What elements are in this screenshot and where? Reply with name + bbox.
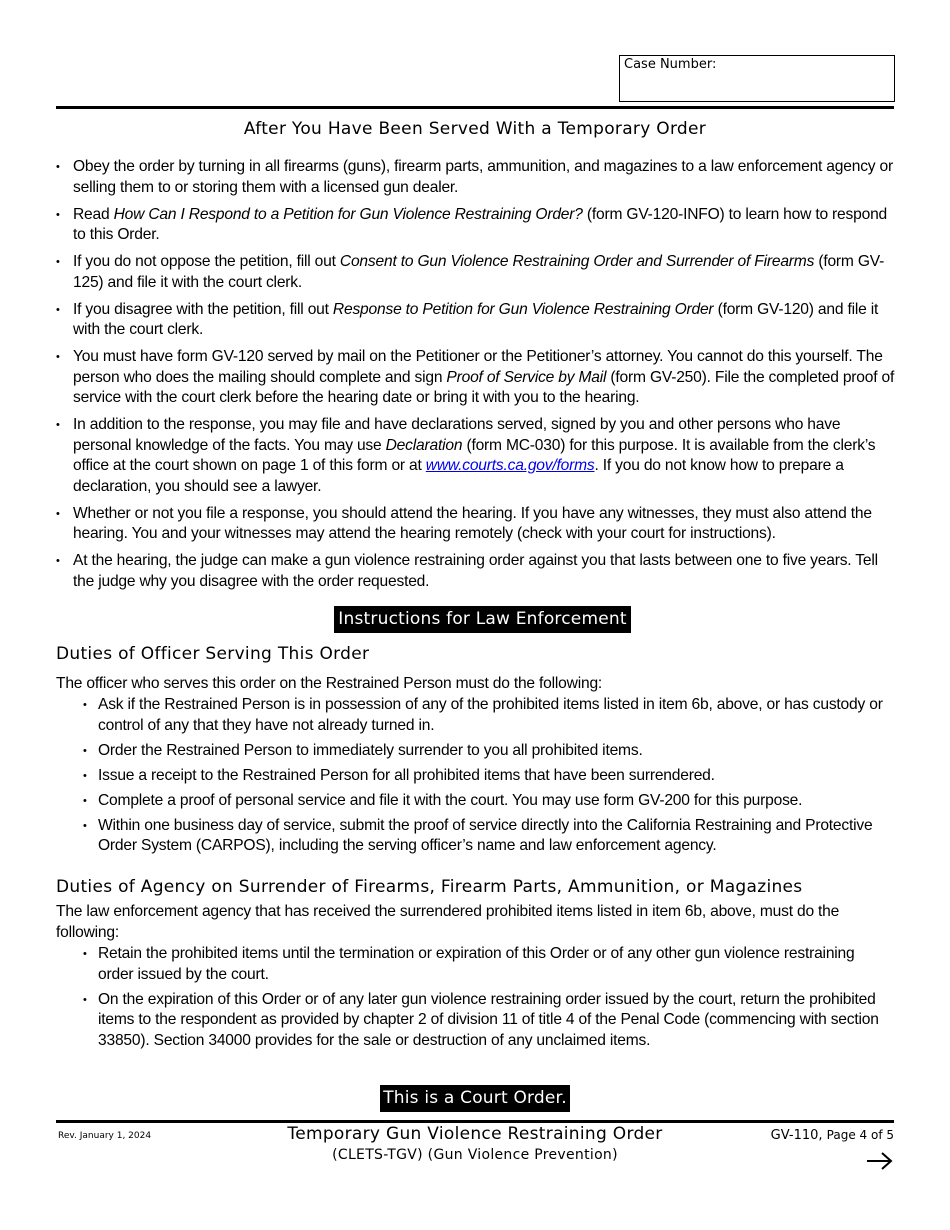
page-number: Page 4 of 5	[826, 1128, 894, 1142]
served-instructions-list	[56, 157, 898, 599]
list-item: • In addition to the response, you may file and have declarations served, signed by you and other persons who have personal knowledge of the facts. You may use Declaration (form MC-030) for this purpose. It is available from the clerk’s office at the court shown on page 1 of this form or at www.courts.ca.gov/forms. If you do not know how to prepare a declaration, you should see a lawyer.	[56, 415, 898, 497]
officer-duties-list	[98, 695, 893, 861]
list-item: • On the expiration of this Order or of any later gun violence restraining order issued by the court, return the prohibited items to the respondent as provided by chapter 2 of division 11 of title 4 of the Penal Code (commencing with section 33850). Section 34000 provides for the sale or destruction of any unclaimed items.	[98, 990, 893, 1052]
list-item: • Whether or not you file a response, you should attend the hearing. If you have any witnesses, they must also attend the hearing. You and your witnesses may attend the hearing remotely (check with your court for instructions).	[56, 504, 898, 545]
list-item: • At the hearing, the judge can make a gun violence restraining order against you that lasts between one to five years. Tell the judge why you disagree with the order requested.	[56, 551, 898, 592]
court-order-banner: This is a Court Order.	[380, 1085, 570, 1112]
list-item: • Issue a receipt to the Restrained Person for all prohibited items that have been surrendered.	[98, 766, 893, 787]
list-item: • Obey the order by turning in all firearms (guns), firearm parts, ammunition, and magazines to a law enforcement agency or selling them to or storing them with a licensed gun dealer.	[56, 157, 898, 198]
agency-duties-heading: Duties of Agency on Surrender of Firearms, Firearm Parts, Ammunition, or Magazines	[56, 877, 803, 897]
agency-duties-list	[98, 944, 893, 1056]
form-subtitle: (CLETS-TGV) (Gun Violence Prevention)	[332, 1147, 618, 1163]
list-item: • Read How Can I Respond to a Petition for Gun Violence Restraining Order? (form GV-120-INFO) to learn how to respond to this Order.	[56, 205, 898, 246]
list-item: • Complete a proof of personal service and file it with the court. You may use form GV-200 for this purpose.	[98, 791, 893, 812]
agency-duties-intro: The law enforcement agency that has received the surrendered prohibited items listed in item 6b, above, must do the following:	[56, 903, 840, 941]
list-item: • You must have form GV-120 served by mail on the Petitioner or the Petitioner’s attorney. You cannot do this yourself. The person who does the mailing should complete and sign Proof of Service by Mail (form GV-250). File the completed proof of service with the court clerk before the hearing date or bring it with you to the hearing.	[56, 347, 898, 409]
courts-forms-link[interactable]: www.courts.ca.gov/forms	[425, 457, 595, 474]
law-enforcement-banner: Instructions for Law Enforcement	[334, 606, 631, 633]
list-item: • If you do not oppose the petition, fill out Consent to Gun Violence Restraining Order and Surrender of Firearms (form GV-125) and file it with the court clerk.	[56, 252, 898, 293]
form-title: Temporary Gun Violence Restraining Order	[287, 1124, 663, 1144]
officer-duties-heading: Duties of Officer Serving This Order	[56, 644, 370, 664]
case-number-box[interactable]	[619, 55, 895, 102]
list-item: • If you disagree with the petition, fill out Response to Petition for Gun Violence Restraining Order (form GV-120) and file it with the court clerk.	[56, 300, 898, 341]
case-number-label: Case Number:	[624, 57, 717, 72]
list-item: • Ask if the Restrained Person is in possession of any of the prohibited items listed in item 6b, above, or has custody or control of any that they have not already turned in.	[98, 695, 893, 736]
revision-date: Rev. January 1, 2024	[58, 1131, 152, 1141]
section-title: After You Have Been Served With a Temporary Order	[243, 119, 707, 139]
officer-duties-intro: The officer who serves this order on the Restrained Person must do the following:	[56, 675, 603, 692]
form-page-indicator	[771, 1128, 894, 1143]
header-rule	[56, 106, 894, 109]
list-item: • Order the Restrained Person to immediately surrender to you all prohibited items.	[98, 741, 893, 762]
next-page-arrow-icon[interactable]	[866, 1151, 894, 1171]
footer-rule	[56, 1120, 894, 1123]
list-item: • Retain the prohibited items until the termination or expiration of this Order or of any other gun violence restraining order issued by the court.	[98, 944, 893, 985]
form-id: GV-110,	[770, 1128, 823, 1143]
list-item: • Within one business day of service, submit the proof of service directly into the California Restraining and Protective Order System (CARPOS), including the serving officer’s name and law enforcement agency.	[98, 816, 893, 857]
